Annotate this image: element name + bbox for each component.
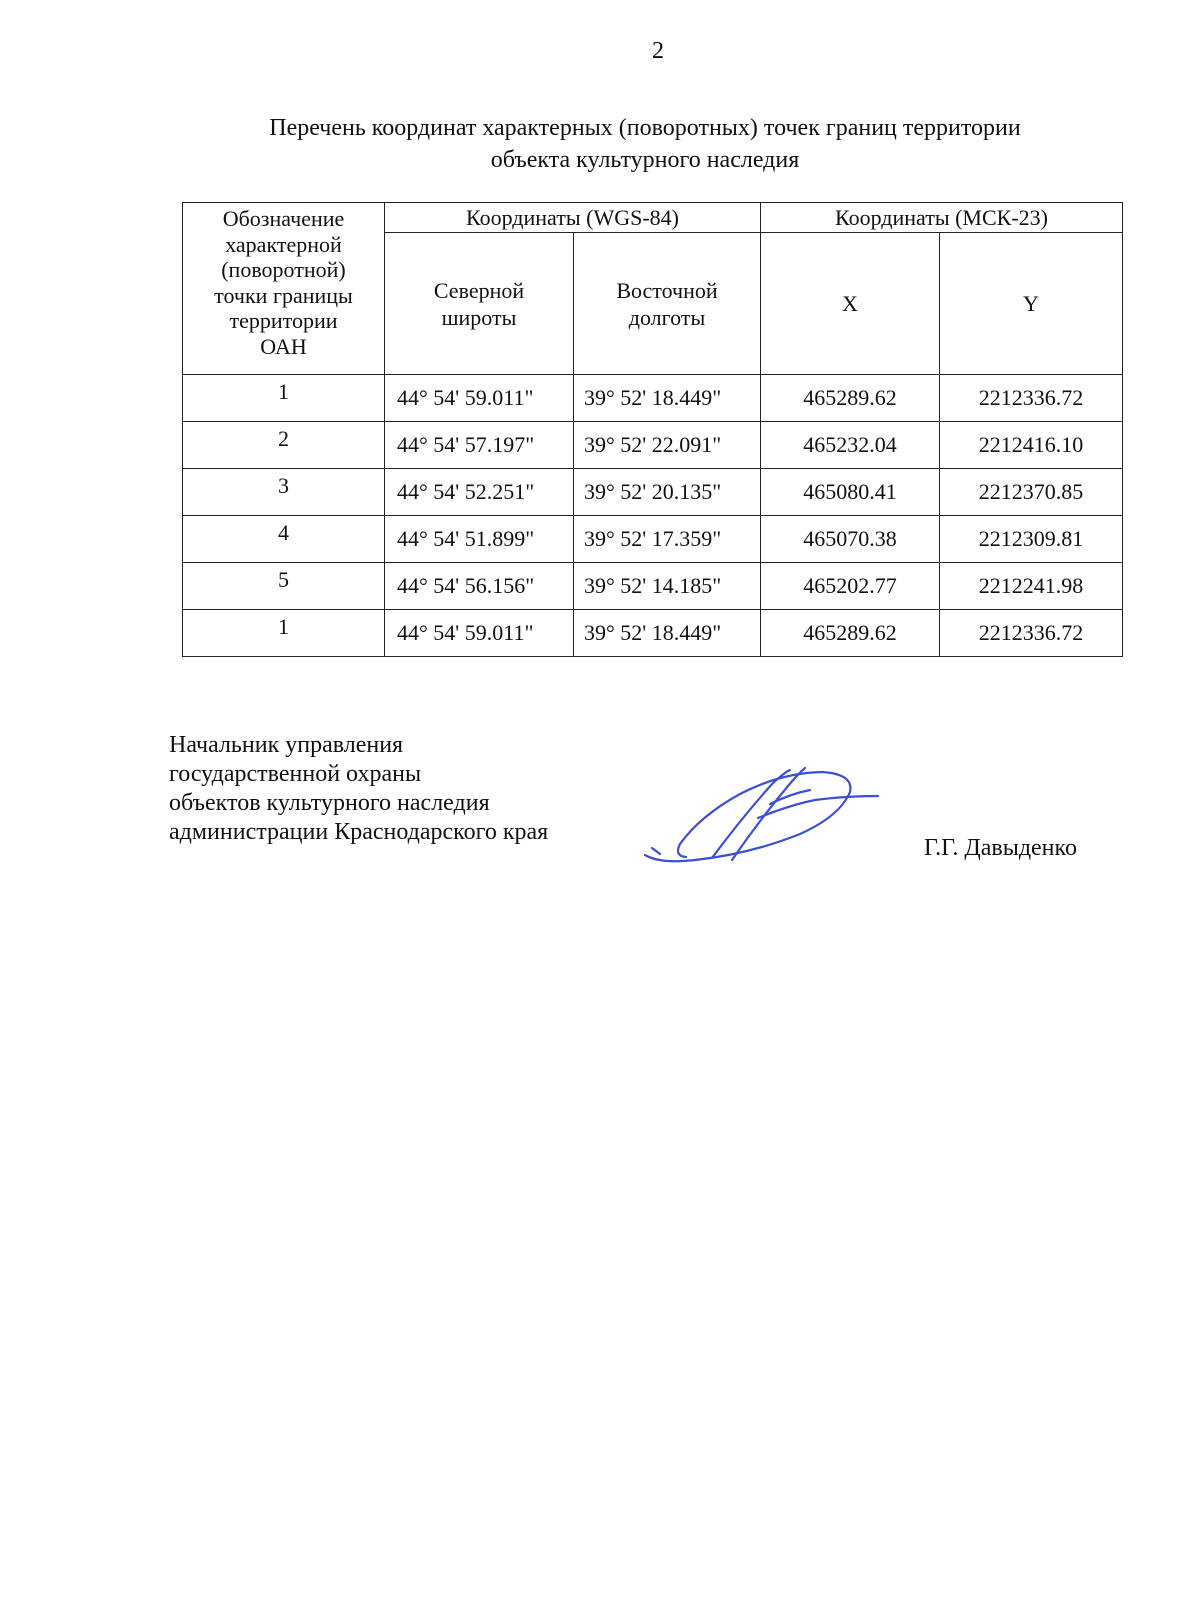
cell-y: 2212336.72 xyxy=(940,375,1123,422)
header-point-designation-line: Обозначение xyxy=(222,206,345,231)
signatory-position-line: Начальник управления xyxy=(169,732,404,758)
coordinates-table xyxy=(182,202,1123,657)
cell-y: 2212336.72 xyxy=(940,610,1123,657)
cell-x: 465070.38 xyxy=(761,516,940,563)
cell-latitude: 44° 54' 59.011" xyxy=(385,375,574,422)
header-latitude xyxy=(385,233,574,375)
cell-y: 2212416.10 xyxy=(940,422,1123,469)
cell-point: 2 xyxy=(183,422,385,469)
table-row xyxy=(183,375,1123,422)
cell-point: 1 xyxy=(183,610,385,657)
header-longitude-line: долготы xyxy=(628,304,706,330)
signatory-position-line: государственной охраны xyxy=(169,761,422,787)
table-row xyxy=(183,563,1123,610)
cell-longitude: 39° 52' 22.091" xyxy=(574,422,761,469)
header-msk23-group: Координаты (МСК-23) xyxy=(761,203,1123,233)
signature-stroke xyxy=(712,770,790,858)
header-point-designation xyxy=(183,203,385,375)
signature-stroke xyxy=(645,772,850,861)
cell-latitude: 44° 54' 59.011" xyxy=(385,610,574,657)
cell-latitude: 44° 54' 52.251" xyxy=(385,469,574,516)
header-point-designation-line: ОАН xyxy=(260,333,307,359)
signature-strokes xyxy=(645,768,878,861)
cell-point: 3 xyxy=(183,469,385,516)
table-row xyxy=(183,469,1123,516)
cell-latitude: 44° 54' 57.197" xyxy=(385,422,574,469)
signatory-position-line: объектов культурного наследия xyxy=(169,790,490,816)
signature-stroke xyxy=(652,848,660,854)
table-row xyxy=(183,516,1123,563)
header-latitude-line: широты xyxy=(441,304,517,330)
cell-point: 1 xyxy=(183,375,385,422)
cell-y: 2212370.85 xyxy=(940,469,1123,516)
cell-x: 465232.04 xyxy=(761,422,940,469)
cell-x: 465202.77 xyxy=(761,563,940,610)
table-row xyxy=(183,610,1123,657)
table-row xyxy=(183,422,1123,469)
header-point-designation-line: точки границы xyxy=(214,282,353,308)
cell-y: 2212241.98 xyxy=(940,563,1123,610)
cell-longitude: 39° 52' 18.449" xyxy=(574,610,761,657)
header-y: Y xyxy=(940,233,1123,375)
header-latitude-line: Северной xyxy=(433,277,525,303)
cell-latitude: 44° 54' 51.899" xyxy=(385,516,574,563)
cell-longitude: 39° 52' 18.449" xyxy=(574,375,761,422)
cell-x: 465289.62 xyxy=(761,610,940,657)
signatory-position xyxy=(169,731,548,847)
cell-x: 465080.41 xyxy=(761,469,940,516)
header-x: X xyxy=(761,233,940,375)
table-header-row xyxy=(183,203,1123,233)
header-longitude-line: Восточной xyxy=(616,277,718,303)
header-point-designation-line: (поворотной) xyxy=(221,257,346,282)
cell-point: 4 xyxy=(183,516,385,563)
document-title xyxy=(180,112,1110,176)
signatory-position-line: администрации Краснодарского края xyxy=(169,819,549,845)
cell-x: 465289.62 xyxy=(761,375,940,422)
cell-longitude: 39° 52' 17.359" xyxy=(574,516,761,563)
title-line-2: объекта культурного наследия xyxy=(490,147,800,173)
page-number: 2 xyxy=(652,38,664,64)
handwritten-signature xyxy=(640,760,890,870)
cell-point: 5 xyxy=(183,563,385,610)
cell-y: 2212309.81 xyxy=(940,516,1123,563)
header-point-designation-line: территории xyxy=(229,308,338,333)
header-longitude xyxy=(574,233,761,375)
cell-longitude: 39° 52' 14.185" xyxy=(574,563,761,610)
cell-latitude: 44° 54' 56.156" xyxy=(385,563,574,610)
title-line-1: Перечень координат характерных (поворотных) точек границ территории xyxy=(269,115,1021,141)
signatory-name: Г.Г. Давыденко xyxy=(924,835,1077,861)
header-point-designation-line: характерной xyxy=(225,231,342,257)
header-wgs84-group: Координаты (WGS-84) xyxy=(385,203,761,233)
cell-longitude: 39° 52' 20.135" xyxy=(574,469,761,516)
